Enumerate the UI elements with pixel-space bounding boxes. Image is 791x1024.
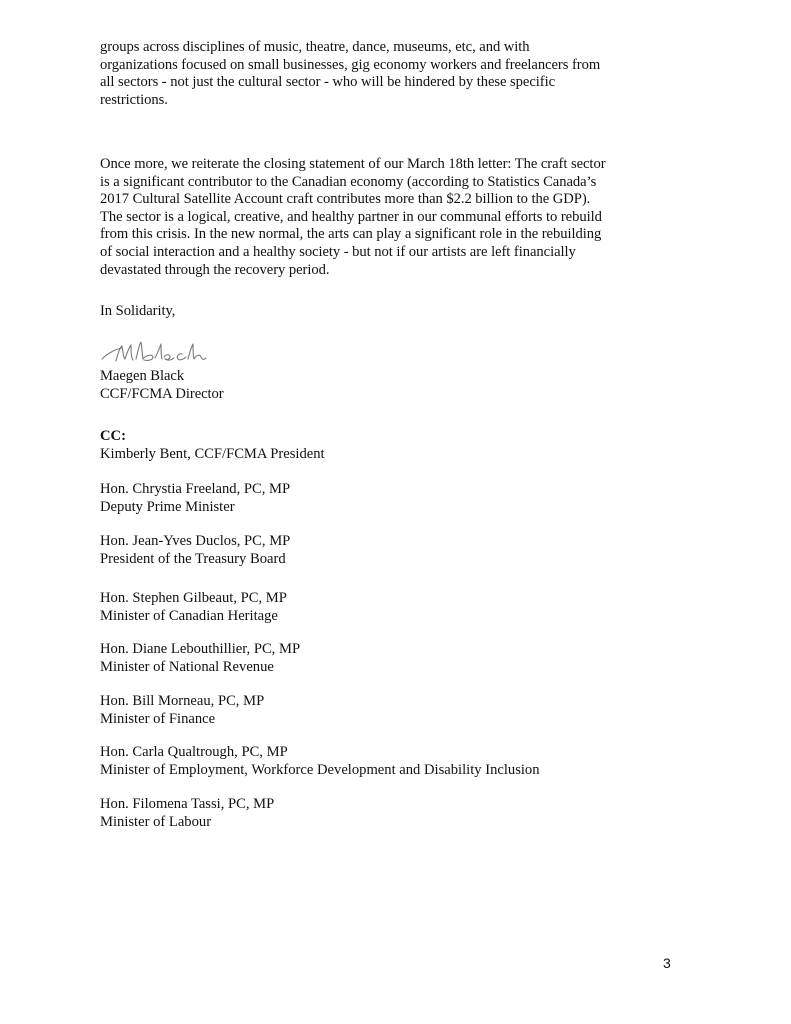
cc-recipient bbox=[100, 446, 660, 464]
closing-salutation: In Solidarity, bbox=[100, 303, 176, 319]
cc-recipient bbox=[100, 533, 660, 568]
text-line: of social interaction and a healthy society - but not if our artists are left financially bbox=[100, 243, 576, 260]
page-number: 3 bbox=[663, 955, 671, 971]
cc-recipient-name: Hon. Bill Morneau, PC, MP bbox=[100, 693, 265, 709]
body-paragraph-1 bbox=[100, 39, 640, 109]
text-line: The sector is a logical, creative, and healthy partner in our communal efforts to rebuild bbox=[100, 208, 602, 225]
cc-recipient bbox=[100, 796, 660, 831]
signer-block bbox=[100, 368, 640, 403]
text-line: all sectors - not just the cultural sector - who will be hindered by these specific bbox=[100, 74, 556, 91]
handwritten-signature bbox=[98, 337, 208, 369]
text-line: 2017 Cultural Satellite Account craft contributes more than $2.2 billion to the GDP). bbox=[100, 191, 591, 208]
cc-recipient-role: Minister of National Revenue bbox=[100, 658, 274, 675]
text-line: devastated through the recovery period. bbox=[100, 261, 330, 278]
cc-recipient bbox=[100, 693, 660, 728]
cc-recipient-role: Minister of Canadian Heritage bbox=[100, 607, 278, 624]
cc-recipient-role: President of the Treasury Board bbox=[100, 550, 286, 567]
cc-recipient-name: Hon. Diane Lebouthillier, PC, MP bbox=[100, 641, 301, 657]
cc-recipient bbox=[100, 744, 660, 779]
cc-recipient bbox=[100, 481, 660, 516]
text-line: groups across disciplines of music, theatre, dance, museums, etc, and with bbox=[100, 39, 530, 55]
cc-recipient-name: Hon. Stephen Gilbeaut, PC, MP bbox=[100, 590, 287, 606]
text-line: Once more, we reiterate the closing statement of our March 18th letter: The craft sector bbox=[100, 156, 606, 172]
body-paragraph-2 bbox=[100, 156, 640, 279]
cc-recipient-name: Hon. Jean-Yves Duclos, PC, MP bbox=[100, 533, 291, 549]
text-line: restrictions. bbox=[100, 91, 168, 108]
cc-recipient bbox=[100, 641, 660, 676]
text-line: from this crisis. In the new normal, the arts can play a significant role in the rebuilding bbox=[100, 226, 602, 243]
cc-recipient-name: Hon. Filomena Tassi, PC, MP bbox=[100, 796, 275, 812]
text-line: is a significant contributor to the Canadian economy (according to Statistics Canada’s bbox=[100, 173, 597, 190]
cc-recipient-role: Minister of Finance bbox=[100, 710, 216, 727]
cc-recipient-role: Deputy Prime Minister bbox=[100, 498, 235, 515]
signer-title: CCF/FCMA Director bbox=[100, 385, 224, 402]
cc-heading: CC: bbox=[100, 428, 126, 444]
signer-name: Maegen Black bbox=[100, 368, 185, 384]
cc-recipient-name: Hon. Carla Qualtrough, PC, MP bbox=[100, 744, 288, 760]
text-line: organizations focused on small businesses, gig economy workers and freelancers from bbox=[100, 56, 601, 73]
cc-recipient bbox=[100, 590, 660, 625]
cc-recipient-role: Minister of Employment, Workforce Development and Disability Inclusion bbox=[100, 761, 540, 778]
cc-recipient-role: Minister of Labour bbox=[100, 813, 212, 830]
cc-recipient-name: Hon. Chrystia Freeland, PC, MP bbox=[100, 481, 291, 497]
cc-recipient-name: Kimberly Bent, CCF/FCMA President bbox=[100, 446, 325, 462]
